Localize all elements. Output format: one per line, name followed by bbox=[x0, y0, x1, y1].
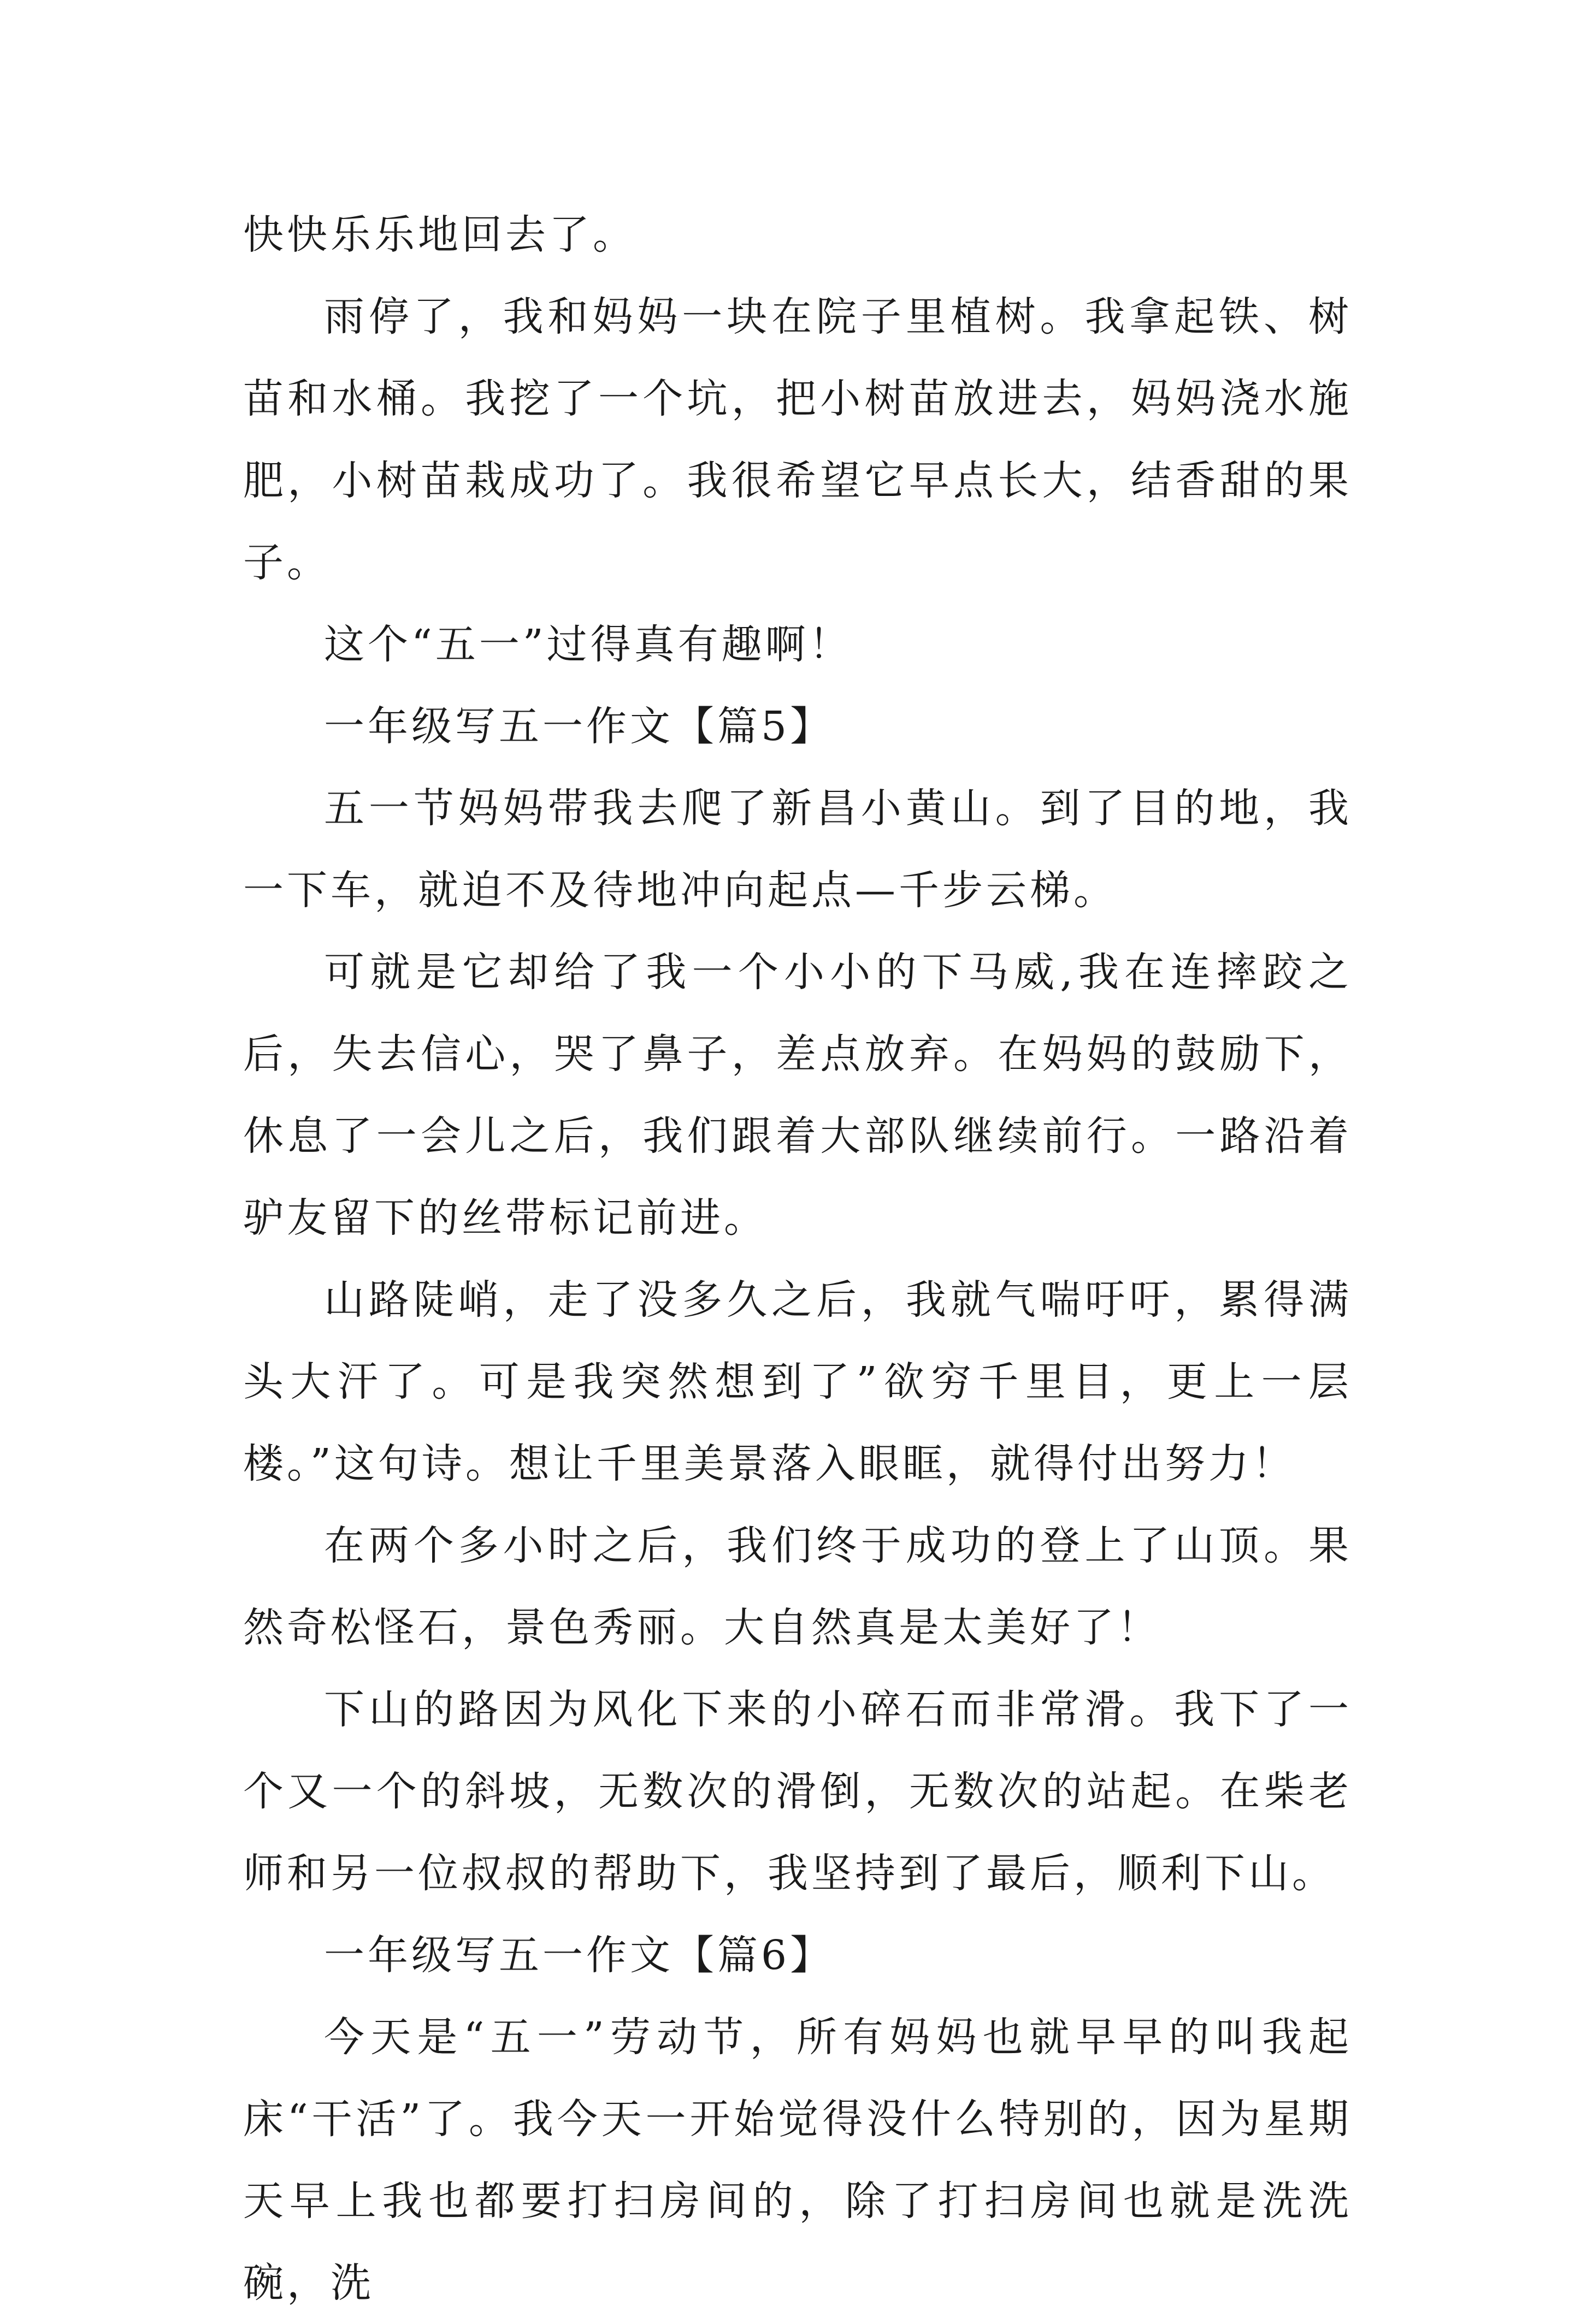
paragraph: 五一节妈妈带我去爬了新昌小黄山。到了目的地，我一下车，就迫不及待地冲向起点—千步云梯。 bbox=[243, 785, 1352, 914]
section-heading-6: 一年级写五一作文【篇6】 bbox=[324, 1932, 834, 1979]
document-body bbox=[243, 194, 1352, 2324]
section-heading-5: 一年级写五一作文【篇5】 bbox=[324, 703, 834, 750]
paragraph: 可就是它却给了我一个小小的下马威,我在连摔跤之后，失去信心，哭了鼻子，差点放弃。在妈妈的鼓励下，休息了一会儿之后，我们跟着大部队继续前行。一路沿着驴友留下的丝带标记前进。 bbox=[243, 949, 1352, 1241]
paragraph: 雨停了，我和妈妈一块在院子里植树。我拿起铁、树苗和水桶。我挖了一个坑，把小树苗放进去，妈妈浇水施肥，小树苗栽成功了。我很希望它早点长大，结香甜的果子。 bbox=[243, 293, 1352, 586]
paragraph-continuation: 快快乐乐地回去了。 bbox=[243, 211, 636, 258]
paragraph: 这个“五一”过得真有趣啊！ bbox=[324, 621, 853, 668]
paragraph: 在两个多小时之后，我们终于成功的登上了山顶。果然奇松怪石，景色秀丽。大自然真是太美好了！ bbox=[243, 1522, 1352, 1651]
paragraph: 下山的路因为风化下来的小碎石而非常滑。我下了一个又一个的斜坡，无数次的滑倒，无数次的站起。在柴老师和另一位叔叔的帮助下，我坚持到了最后，顺利下山。 bbox=[243, 1686, 1352, 1897]
paragraph: 山路陡峭，走了没多久之后，我就气喘吁吁，累得满头大汗了。可是我突然想到了”欲穷千里目，更上一层楼。”这句诗。想让千里美景落入眼眶，就得付出努力！ bbox=[243, 1276, 1352, 1487]
paragraph: 今天是“五一”劳动节，所有妈妈也就早早的叫我起床“干活”了。我今天一开始觉得没什么特别的，因为星期天早上我也都要打扫房间的，除了打扫房间也就是洗洗碗，洗 bbox=[243, 2014, 1352, 2307]
